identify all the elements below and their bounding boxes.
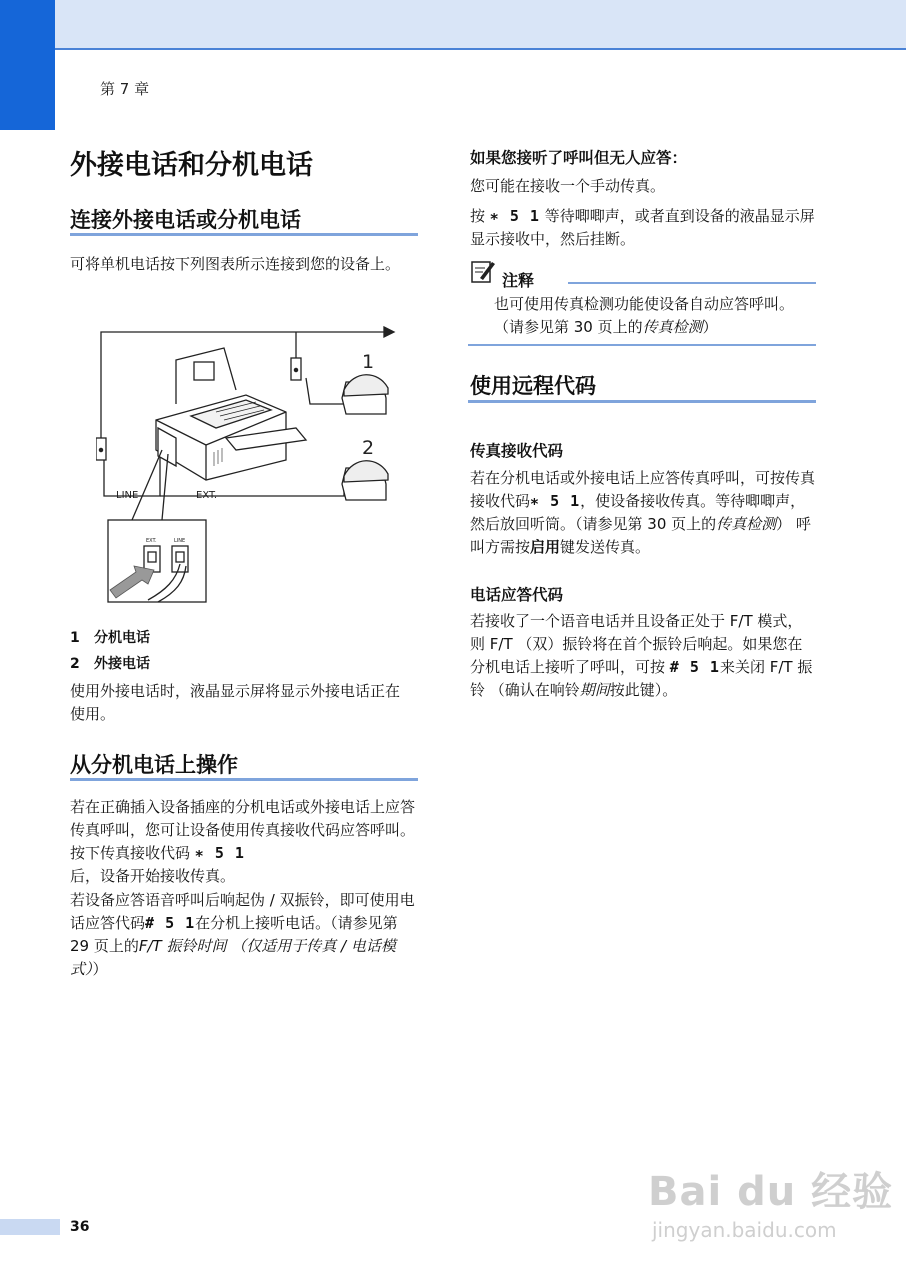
connect-intro: 可将单机电话按下列图表所示连接到您的设备上。 xyxy=(70,255,401,273)
caption-1: 1 分机电话 xyxy=(70,630,150,646)
note-bottom-rule xyxy=(468,344,816,346)
ref-fax-detect: 传真检测 xyxy=(716,515,777,533)
chapter-label: 第 7 章 xyxy=(100,80,150,98)
jack-ext-label: EXT. xyxy=(146,538,157,544)
lcd-message: 接收中 xyxy=(500,230,546,248)
section-heading-connect: 连接外接电话或分机电话 xyxy=(70,208,301,232)
extension-para-1: 若在正确插入设备插座的分机电话或外接电话上应答传真呼叫，您可让设备使用传真接收代码应答呼叫。按下传真接收代码 ∗ 5 1 后，设备开始接收传真。 xyxy=(70,798,416,885)
figure-line-label: LINE xyxy=(116,490,139,501)
header-band xyxy=(0,0,906,50)
section-underline xyxy=(70,233,418,236)
figure-label-1: 1 xyxy=(362,351,375,373)
ref-ft-ring: F/T 振铃时间 （仅适用于传真 / 电话模式） xyxy=(70,937,396,978)
section-heading-remote: 使用远程代码 xyxy=(470,374,596,398)
figure-label-2: 2 xyxy=(362,437,375,459)
figure-ext-label: EXT. xyxy=(196,490,218,501)
header-rule xyxy=(55,48,906,50)
tel-code-text: 若接收了一个语音电话并且设备正处于 F/T 模式，则 F/T （双）振铃将在首个振铃后响起。如果您在分机电话上接听了呼叫，可按 # 5 1来关闭 F/T 振铃 （确认在响铃期间按此键）。 xyxy=(470,612,813,699)
fax-receive-code: ∗ 5 1 xyxy=(194,844,245,862)
subheading-no-answer: 如果您接听了呼叫但无人应答： xyxy=(470,149,688,167)
start-key: 启用 xyxy=(530,538,561,556)
usage-text: 使用外接电话时，液晶显示屏将显示外接电话正在使用。 xyxy=(70,682,401,723)
chapter-tab xyxy=(0,0,55,130)
subheading-fax-code: 传真接收代码 xyxy=(470,442,564,460)
subheading-tel-code: 电话应答代码 xyxy=(470,586,564,604)
fax-code-text: 若在分机电话或外接电话上应答传真呼叫，可按传真接收代码∗ 5 1，使设备接收传真。等待唧唧声，然后放回听筒。（请参见第 30 页上的传真检测） 呼叫方需按启用键发送传真。 xyxy=(470,469,816,556)
watermark-url: jingyan.baidu.com xyxy=(652,1218,837,1242)
jack-line-label: LINE xyxy=(174,538,186,544)
tel-answer-code: # 5 1 xyxy=(669,658,720,676)
ref-fax-detect: 传真检测 xyxy=(642,318,703,336)
no-answer-text: 您可能在接收一个手动传真。 xyxy=(470,177,666,195)
fax-receive-code: ∗ 5 1 xyxy=(489,207,540,225)
no-answer-instruction: 按 ∗ 5 1 等待唧唧声，或者直到设备的液晶显示屏显示接收中，然后挂断。 xyxy=(470,207,815,248)
extension-para-2: 若设备应答语音呼叫后响起伪 / 双振铃，即可使用电话应答代码# 5 1在分机上接听电话。（请参见第 29 页上的F/T 振铃时间 （仅适用于传真 / 电话模式）） xyxy=(70,891,415,978)
tel-answer-code: # 5 1 xyxy=(145,914,196,932)
ref-period: 期间 xyxy=(579,681,610,699)
note-title: 注释 xyxy=(502,271,535,290)
lcd-message: 外接电话正在使用 xyxy=(70,682,401,723)
note-pencil-icon xyxy=(470,258,496,284)
watermark-logo: Bai du 经验 xyxy=(648,1169,894,1215)
section-underline xyxy=(468,400,816,403)
page-title: 外接电话和分机电话 xyxy=(70,150,313,181)
section-heading-extension: 从分机电话上操作 xyxy=(70,753,238,777)
page-number: 36 xyxy=(70,1219,90,1235)
connection-diagram xyxy=(96,320,396,610)
note-rule xyxy=(568,282,816,284)
footer-band xyxy=(0,1219,60,1235)
fax-receive-code: ∗ 5 1 xyxy=(530,492,581,510)
section-underline xyxy=(70,778,418,781)
note-text: 也可使用传真检测功能使设备自动应答呼叫。（请参见第 30 页上的传真检测） xyxy=(494,295,795,336)
caption-2: 2 外接电话 xyxy=(70,656,150,672)
